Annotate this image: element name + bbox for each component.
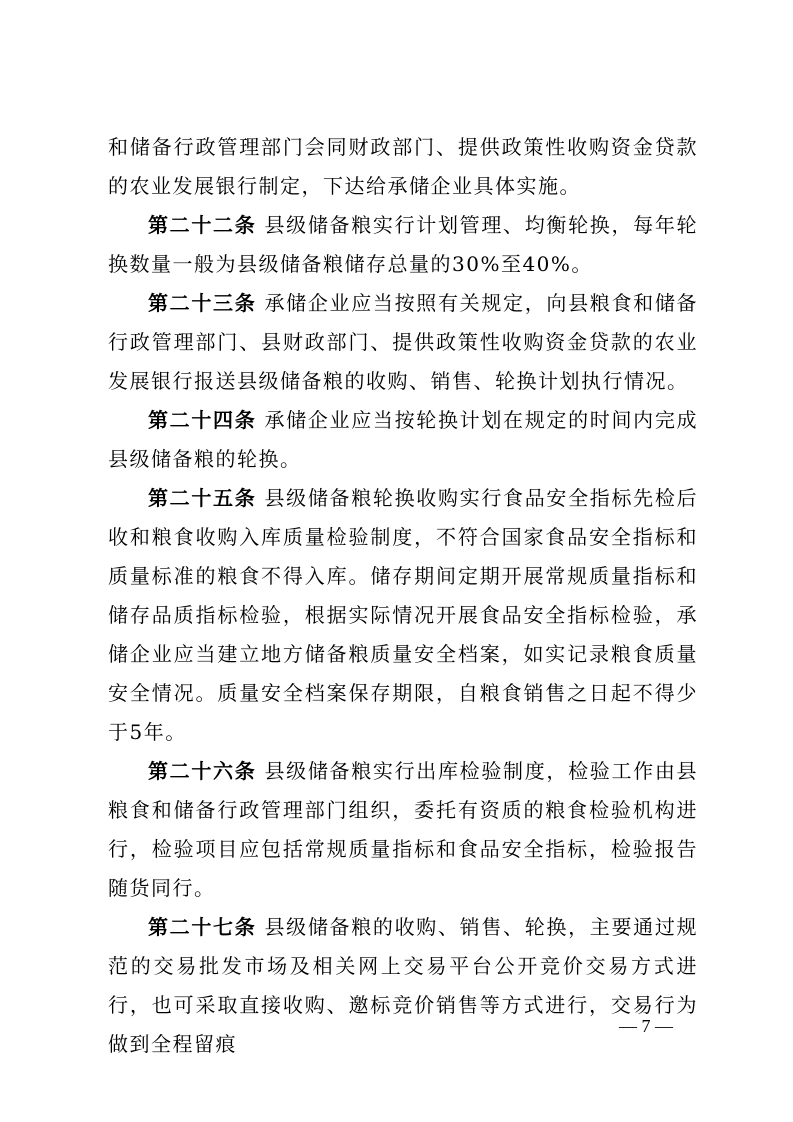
article-26 [108, 752, 698, 908]
paragraph-continuation [108, 128, 698, 206]
article-text: 县级储备粮实行计划管理、均衡轮换，每年轮换数量一般为县级储备粮储存总量的30%至40%。 [108, 213, 699, 276]
paragraph-text: 和储备行政管理部门会同财政部门、提供政策性收购资金贷款的农业发展银行制定，下达给承储企业具体实施。 [108, 135, 698, 198]
article-text: 县级储备粮实行出库检验制度，检验工作由县粮食和储备行政管理部门组织，委托有资质的粮食检验机构进行，检验项目应包括常规质量指标和食品安全指标，检验报告随货同行。 [108, 759, 699, 900]
document-body [108, 128, 698, 1064]
article-number: 第二十三条 [148, 291, 257, 315]
article-22 [108, 206, 698, 284]
article-25 [108, 479, 698, 752]
article-number: 第二十五条 [148, 486, 257, 510]
article-27 [108, 908, 698, 1064]
article-number: 第二十二条 [148, 213, 257, 237]
article-number: 第二十四条 [148, 408, 257, 432]
article-number: 第二十七条 [148, 915, 257, 939]
page-number: — 7 — [619, 1016, 673, 1036]
article-text: 县级储备粮轮换收购实行食品安全指标先检后收和粮食收购入库质量检验制度，不符合国家食品安全指标和质量标准的粮食不得入库。储存期间定期开展常规质量指标和储存品质指标检验，根据实际情况开展食品安全指标检验，承储企业应当建立地方储备粮质量安全档案，如实记录粮食质量安全情况。质量安全档案保存期限，自粮食销售之日起不得少于5年。 [108, 486, 699, 744]
article-24 [108, 401, 698, 479]
article-text: 县级储备粮的收购、销售、轮换，主要通过规范的交易批发市场及相关网上交易平台公开竞价交易方式进行，也可采取直接收购、邀标竞价销售等方式进行，交易行为做到全程留痕 [108, 915, 699, 1056]
article-number: 第二十六条 [148, 759, 257, 783]
article-23 [108, 284, 698, 401]
article-text: 承储企业应当按照有关规定，向县粮食和储备行政管理部门、县财政部门、提供政策性收购资金贷款的农业发展银行报送县级储备粮的收购、销售、轮换计划执行情况。 [108, 291, 699, 393]
article-text: 承储企业应当按轮换计划在规定的时间内完成县级储备粮的轮换。 [108, 408, 699, 471]
